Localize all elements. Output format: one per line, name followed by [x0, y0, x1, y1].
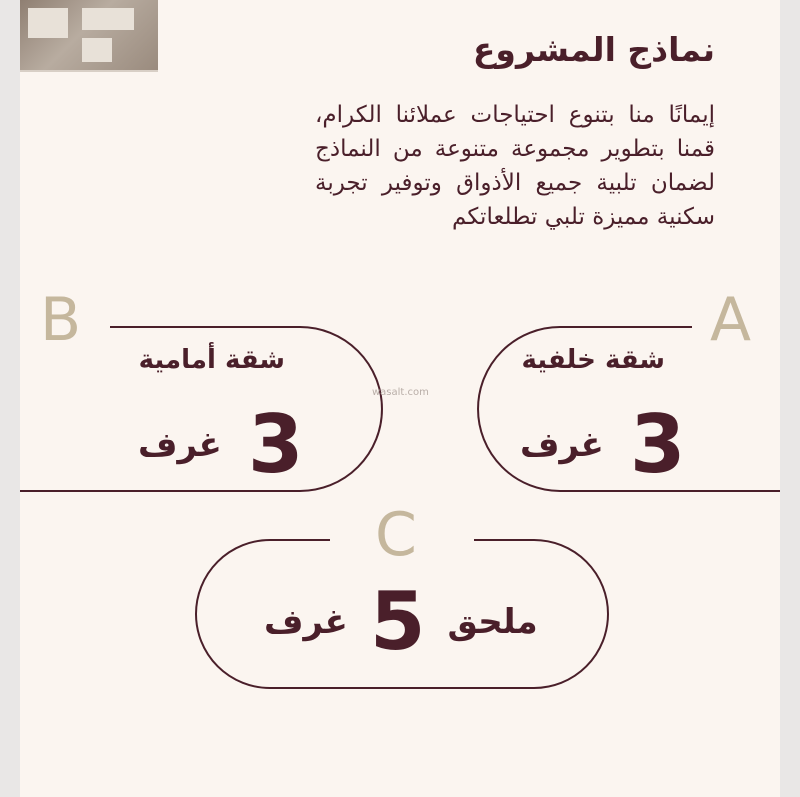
model-a-count: [520, 398, 686, 491]
model-b-count: [138, 398, 304, 491]
model-c-name: ملحق: [447, 602, 538, 642]
model-a-letter: A: [710, 285, 752, 355]
content-panel: [20, 0, 780, 797]
description-text: إيمانًا منا بتنوع احتياجات عملائنا الكرام، قمنا بتطوير مجموعة متنوعة من النماذج لضمان تلبية جميع الأذواق وتوفير تجربة سكنية مميزة تلبي تطلعاتكم: [315, 102, 715, 230]
model-c-letter: C: [375, 500, 417, 570]
model-c-number: 5: [369, 575, 426, 668]
model-c-unit: غرف: [264, 602, 348, 642]
model-a-number: 3: [629, 398, 686, 491]
page-title: نماذج المشروع: [472, 30, 715, 69]
model-b-letter: B: [40, 285, 82, 355]
model-b-unit: غرف: [138, 425, 222, 465]
model-c-count: [264, 575, 538, 668]
watermark: wasalt.com: [372, 387, 429, 398]
model-a-name: شقة خلفية: [521, 345, 665, 375]
model-b-name: شقة أمامية: [138, 345, 285, 375]
floor-plan-image: [20, 0, 158, 72]
model-a-unit: غرف: [520, 425, 604, 465]
model-b-number: 3: [247, 398, 304, 491]
